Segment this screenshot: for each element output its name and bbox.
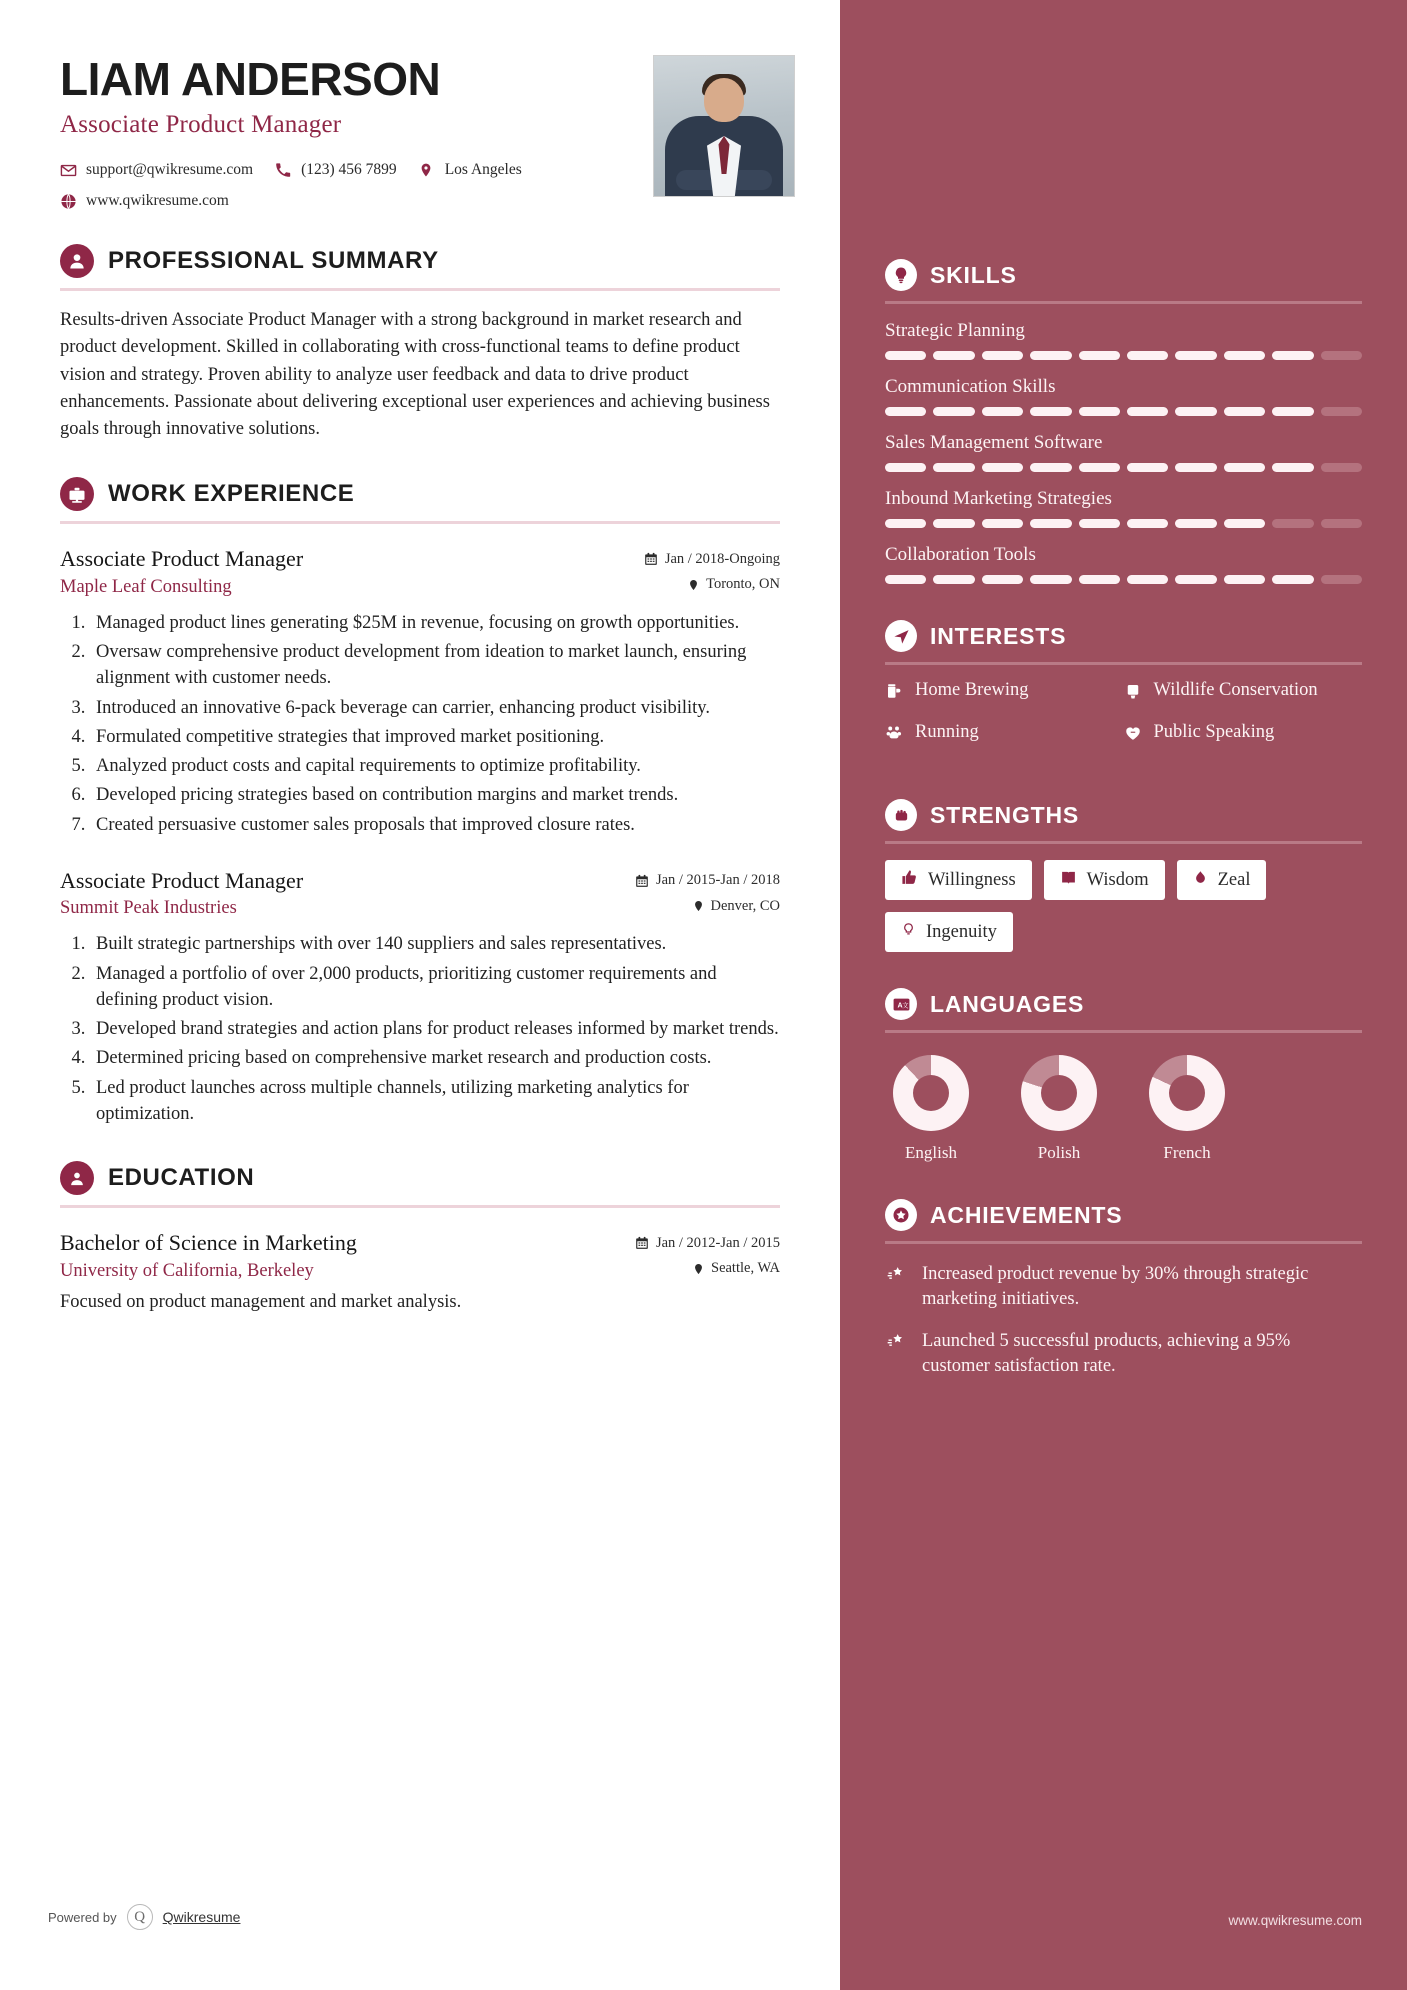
section-header <box>885 1199 1362 1231</box>
section-education <box>60 1161 780 1313</box>
language-item <box>891 1055 971 1163</box>
skill-level-bar <box>885 519 1362 528</box>
skill-label: Strategic Planning <box>885 320 1025 341</box>
skill-segment <box>1079 351 1120 360</box>
interest-label: Home Brewing <box>915 680 1029 700</box>
skill-segment <box>933 575 974 584</box>
strength-chip <box>885 912 1013 952</box>
svg-text:文: 文 <box>901 1001 909 1009</box>
skill-level-bar <box>885 351 1362 360</box>
skill-segment <box>1030 519 1071 528</box>
skill-segment <box>1030 575 1071 584</box>
entry-location <box>693 1260 780 1277</box>
skill-segment <box>933 407 974 416</box>
skill-segment <box>1030 463 1071 472</box>
contact-location <box>419 161 522 179</box>
language-label: English <box>905 1143 957 1162</box>
language-label: Polish <box>1037 1143 1081 1162</box>
list-item: 1. Managed product lines generating $25M in revenue, focusing on growth opportunities. <box>90 610 780 636</box>
section-title: EDUCATION <box>108 1164 255 1192</box>
section-header <box>60 477 780 511</box>
strength-label: Ingenuity <box>926 921 997 942</box>
skill-segment <box>1175 351 1216 360</box>
skill-segment <box>933 351 974 360</box>
skill-segment <box>1079 575 1120 584</box>
interest-label: Public Speaking <box>1153 722 1275 742</box>
list-item: 5. Analyzed product costs and capital requirements to optimize profitability. <box>90 753 780 779</box>
section-header <box>885 799 1362 831</box>
pin-icon <box>693 899 704 913</box>
section-title: SKILLS <box>930 261 1017 288</box>
section-divider <box>885 1241 1362 1244</box>
list-item: 6. Developed pricing strategies based on contribution margins and market trends. <box>90 782 780 808</box>
entry-dates-text: Jan / 2012-Jan / 2015 <box>655 1234 780 1251</box>
sidebar-website: www.qwikresume.com <box>1228 1913 1362 1928</box>
skill-item <box>885 488 1362 528</box>
list-item: 2. Oversaw comprehensive product development from ideation to market launch, ensuring alignment with customer needs. <box>90 639 780 692</box>
skill-segment <box>1079 519 1120 528</box>
skill-segment <box>1272 463 1313 472</box>
calendar-icon <box>635 874 649 888</box>
contact-website[interactable] <box>60 192 229 210</box>
entry-company: Summit Peak Industries <box>60 898 237 919</box>
section-title: STRENGTHS <box>930 801 1080 828</box>
skill-segment <box>885 575 926 584</box>
email-icon <box>60 162 86 179</box>
section-header <box>885 988 1362 1020</box>
sidebar <box>840 0 1407 1990</box>
skill-segment <box>1127 575 1168 584</box>
section-divider <box>60 288 780 291</box>
globe-icon <box>60 193 86 210</box>
experience-entry <box>60 546 780 838</box>
svg-text:A: A <box>897 1000 903 1009</box>
contact-phone[interactable] <box>275 161 397 179</box>
skill-segment <box>933 463 974 472</box>
running-icon <box>885 721 905 747</box>
language-donut <box>893 1055 969 1131</box>
skill-segment <box>1127 463 1168 472</box>
skill-segment <box>1224 575 1265 584</box>
skill-segment <box>1224 351 1265 360</box>
skill-segment <box>885 351 926 360</box>
experience-entry <box>60 868 780 1127</box>
entry-bullets <box>90 931 780 1127</box>
entry-dates-text: Jan / 2015-Jan / 2018 <box>655 872 780 889</box>
strength-chip <box>1177 860 1267 900</box>
list-item: 1. Built strategic partnerships with over 140 suppliers and sales representatives. <box>90 931 780 957</box>
summary-text: Results-driven Associate Product Manager with a strong background in market research and product development. Skilled in collaborating with cross-functional teams to define product vision and strategy. Proven ability to analyze user feedback and data to drive product enhancements. Passionate about delivering exceptional user experiences and achieving business goals through innovative solutions. <box>60 310 770 440</box>
interest-item <box>885 721 1124 747</box>
section-interests <box>885 620 1362 763</box>
job-role-subtitle: Associate Product Manager <box>60 111 342 139</box>
education-description: Focused on product management and market analysis. <box>60 1291 462 1312</box>
section-header <box>60 244 780 278</box>
skill-segment <box>982 575 1023 584</box>
contact-phone-text: (123) 456 7899 <box>301 161 397 179</box>
entry-bullets <box>90 610 780 838</box>
skill-segment <box>1272 351 1313 360</box>
graduation-icon <box>60 1161 94 1195</box>
skill-segment <box>1321 351 1362 360</box>
book-icon <box>1060 869 1077 891</box>
skill-segment <box>1175 463 1216 472</box>
section-title: PROFESSIONAL SUMMARY <box>108 247 439 275</box>
interest-item <box>885 679 1124 705</box>
entry-company: Maple Leaf Consulting <box>60 576 232 597</box>
skill-segment <box>982 407 1023 416</box>
section-work-experience <box>60 477 780 1127</box>
skill-label: Sales Management Software <box>885 432 1103 453</box>
entry-dates <box>635 872 780 889</box>
achievement-item <box>885 1329 1362 1378</box>
award-star-icon <box>885 1262 909 1311</box>
person-icon <box>60 244 94 278</box>
contact-location-text: Los Angeles <box>444 161 522 179</box>
section-divider <box>60 1205 780 1208</box>
skill-segment <box>982 519 1023 528</box>
speaking-icon <box>1124 721 1144 747</box>
entry-location-text: Toronto, ON <box>706 576 780 593</box>
briefcase-icon <box>60 477 94 511</box>
skill-segment <box>1272 519 1313 528</box>
list-item: 2. Managed a portfolio of over 2,000 products, prioritizing customer requirements and defining product vision. <box>90 961 780 1014</box>
skill-segment <box>1175 407 1216 416</box>
skill-item <box>885 544 1362 584</box>
section-title: INTERESTS <box>930 622 1067 649</box>
interest-label: Running <box>915 722 979 742</box>
section-divider <box>885 301 1362 304</box>
beer-icon <box>885 679 905 705</box>
pin-icon <box>693 1262 704 1276</box>
interest-label: Wildlife Conservation <box>1153 680 1318 700</box>
entry-location <box>688 576 780 593</box>
skill-segment <box>933 519 974 528</box>
qwikresume-link[interactable]: Qwikresume <box>162 1909 241 1925</box>
list-item: 4. Determined pricing based on comprehensive market research and production costs. <box>90 1045 780 1071</box>
entry-dates <box>644 551 780 568</box>
skill-segment <box>1127 407 1168 416</box>
section-professional-summary <box>60 244 780 443</box>
achievement-item <box>885 1262 1362 1311</box>
skill-segment <box>1224 463 1265 472</box>
translate-icon <box>885 988 917 1020</box>
footer-branding <box>48 1904 240 1930</box>
entry-dates-text: Jan / 2018-Ongoing <box>664 550 780 567</box>
section-skills <box>885 259 1362 584</box>
skill-segment <box>1224 407 1265 416</box>
star-badge-icon <box>885 1199 917 1231</box>
fist-icon <box>885 799 917 831</box>
skill-segment <box>1272 407 1313 416</box>
send-icon <box>885 620 917 652</box>
language-label: French <box>1163 1143 1211 1162</box>
skill-label: Collaboration Tools <box>885 544 1036 565</box>
entry-title: Bachelor of Science in Marketing <box>60 1230 357 1256</box>
language-donut <box>1021 1055 1097 1131</box>
entry-location-text: Seattle, WA <box>711 1260 780 1277</box>
skill-segment <box>1175 519 1216 528</box>
skill-item <box>885 320 1362 360</box>
entry-school: University of California, Berkeley <box>60 1260 314 1281</box>
skill-segment <box>885 463 926 472</box>
list-item: 7. Created persuasive customer sales proposals that improved closure rates. <box>90 812 780 838</box>
skill-segment <box>1321 407 1362 416</box>
bulb-icon <box>901 921 916 943</box>
calendar-icon <box>635 1236 649 1250</box>
section-divider <box>885 841 1362 844</box>
skill-segment <box>1321 575 1362 584</box>
skill-segment <box>1321 519 1362 528</box>
avatar <box>653 55 795 197</box>
list-item: 3. Developed brand strategies and action plans for product releases informed by market trends. <box>90 1016 780 1042</box>
strength-chip <box>885 860 1032 900</box>
section-title: LANGUAGES <box>930 990 1085 1017</box>
skill-segment <box>1079 463 1120 472</box>
skill-segment <box>1030 351 1071 360</box>
strength-label: Wisdom <box>1086 869 1149 890</box>
skill-level-bar <box>885 463 1362 472</box>
calendar-icon <box>644 552 658 566</box>
entry-title: Associate Product Manager <box>60 546 304 572</box>
list-item: 3. Introduced an innovative 6-pack beverage can carrier, enhancing product visibility. <box>90 695 780 721</box>
skill-segment <box>1127 519 1168 528</box>
location-icon <box>419 161 445 179</box>
skill-segment <box>1175 575 1216 584</box>
award-star-icon <box>885 1329 909 1378</box>
skill-level-bar <box>885 407 1362 416</box>
education-entry <box>60 1230 780 1313</box>
skill-label: Inbound Marketing Strategies <box>885 488 1112 509</box>
strengths-list <box>885 860 1362 952</box>
skill-segment <box>1272 575 1313 584</box>
skill-item <box>885 432 1362 472</box>
skill-level-bar <box>885 575 1362 584</box>
strength-chip <box>1044 860 1165 900</box>
contact-website-text: www.qwikresume.com <box>86 192 229 210</box>
entry-dates <box>635 1235 780 1252</box>
pin-icon <box>688 578 699 592</box>
section-header <box>885 620 1362 652</box>
section-header <box>60 1161 780 1195</box>
skill-segment <box>885 407 926 416</box>
skill-segment <box>1030 407 1071 416</box>
skill-item <box>885 376 1362 416</box>
skill-segment <box>982 351 1023 360</box>
phone-icon <box>275 162 301 178</box>
interest-item <box>1124 679 1363 705</box>
entry-location-text: Denver, CO <box>710 897 780 914</box>
languages-list <box>885 1055 1362 1163</box>
strength-label: Willingness <box>928 869 1016 890</box>
entry-location <box>693 898 780 915</box>
skill-segment <box>1127 351 1168 360</box>
achievement-text: Increased product revenue by 30% through strategic marketing initiatives. <box>922 1264 1309 1309</box>
section-header <box>885 259 1362 291</box>
skill-segment <box>982 463 1023 472</box>
skill-label: Communication Skills <box>885 376 1056 397</box>
flame-icon <box>1193 869 1208 891</box>
list-item: 5. Led product launches across multiple channels, utilizing marketing analytics for optimization. <box>90 1075 780 1128</box>
thumbs-up-icon <box>901 869 918 891</box>
section-title: WORK EXPERIENCE <box>108 480 355 508</box>
skill-segment <box>1079 407 1120 416</box>
section-divider <box>885 662 1362 665</box>
strength-label: Zeal <box>1217 869 1251 890</box>
paw-icon <box>1124 679 1144 705</box>
section-languages <box>885 988 1362 1163</box>
interest-item <box>1124 721 1363 747</box>
section-divider <box>885 1030 1362 1033</box>
entry-title: Associate Product Manager <box>60 867 304 893</box>
qwikresume-logo-icon: Q <box>127 1904 153 1930</box>
section-achievements <box>885 1199 1362 1378</box>
skill-segment <box>1321 463 1362 472</box>
skill-segment <box>1224 519 1265 528</box>
language-donut <box>1149 1055 1225 1131</box>
interests-list <box>885 679 1362 763</box>
section-divider <box>60 521 780 524</box>
contact-email-text: support@qwikresume.com <box>86 161 254 179</box>
sidebar-photo-spacer <box>885 55 1362 223</box>
achievement-text: Launched 5 successful products, achieving a 95% customer satisfaction rate. <box>922 1331 1291 1376</box>
skill-segment <box>885 519 926 528</box>
section-strengths <box>885 799 1362 952</box>
list-item: 4. Formulated competitive strategies that improved market positioning. <box>90 724 780 750</box>
contact-email[interactable] <box>60 161 253 179</box>
page-title: LIAM ANDERSON <box>60 53 441 105</box>
powered-by-label: Powered by <box>48 1909 117 1925</box>
bulb-icon <box>885 259 917 291</box>
section-title: ACHIEVEMENTS <box>930 1201 1123 1228</box>
language-item <box>1147 1055 1227 1163</box>
language-item <box>1019 1055 1099 1163</box>
